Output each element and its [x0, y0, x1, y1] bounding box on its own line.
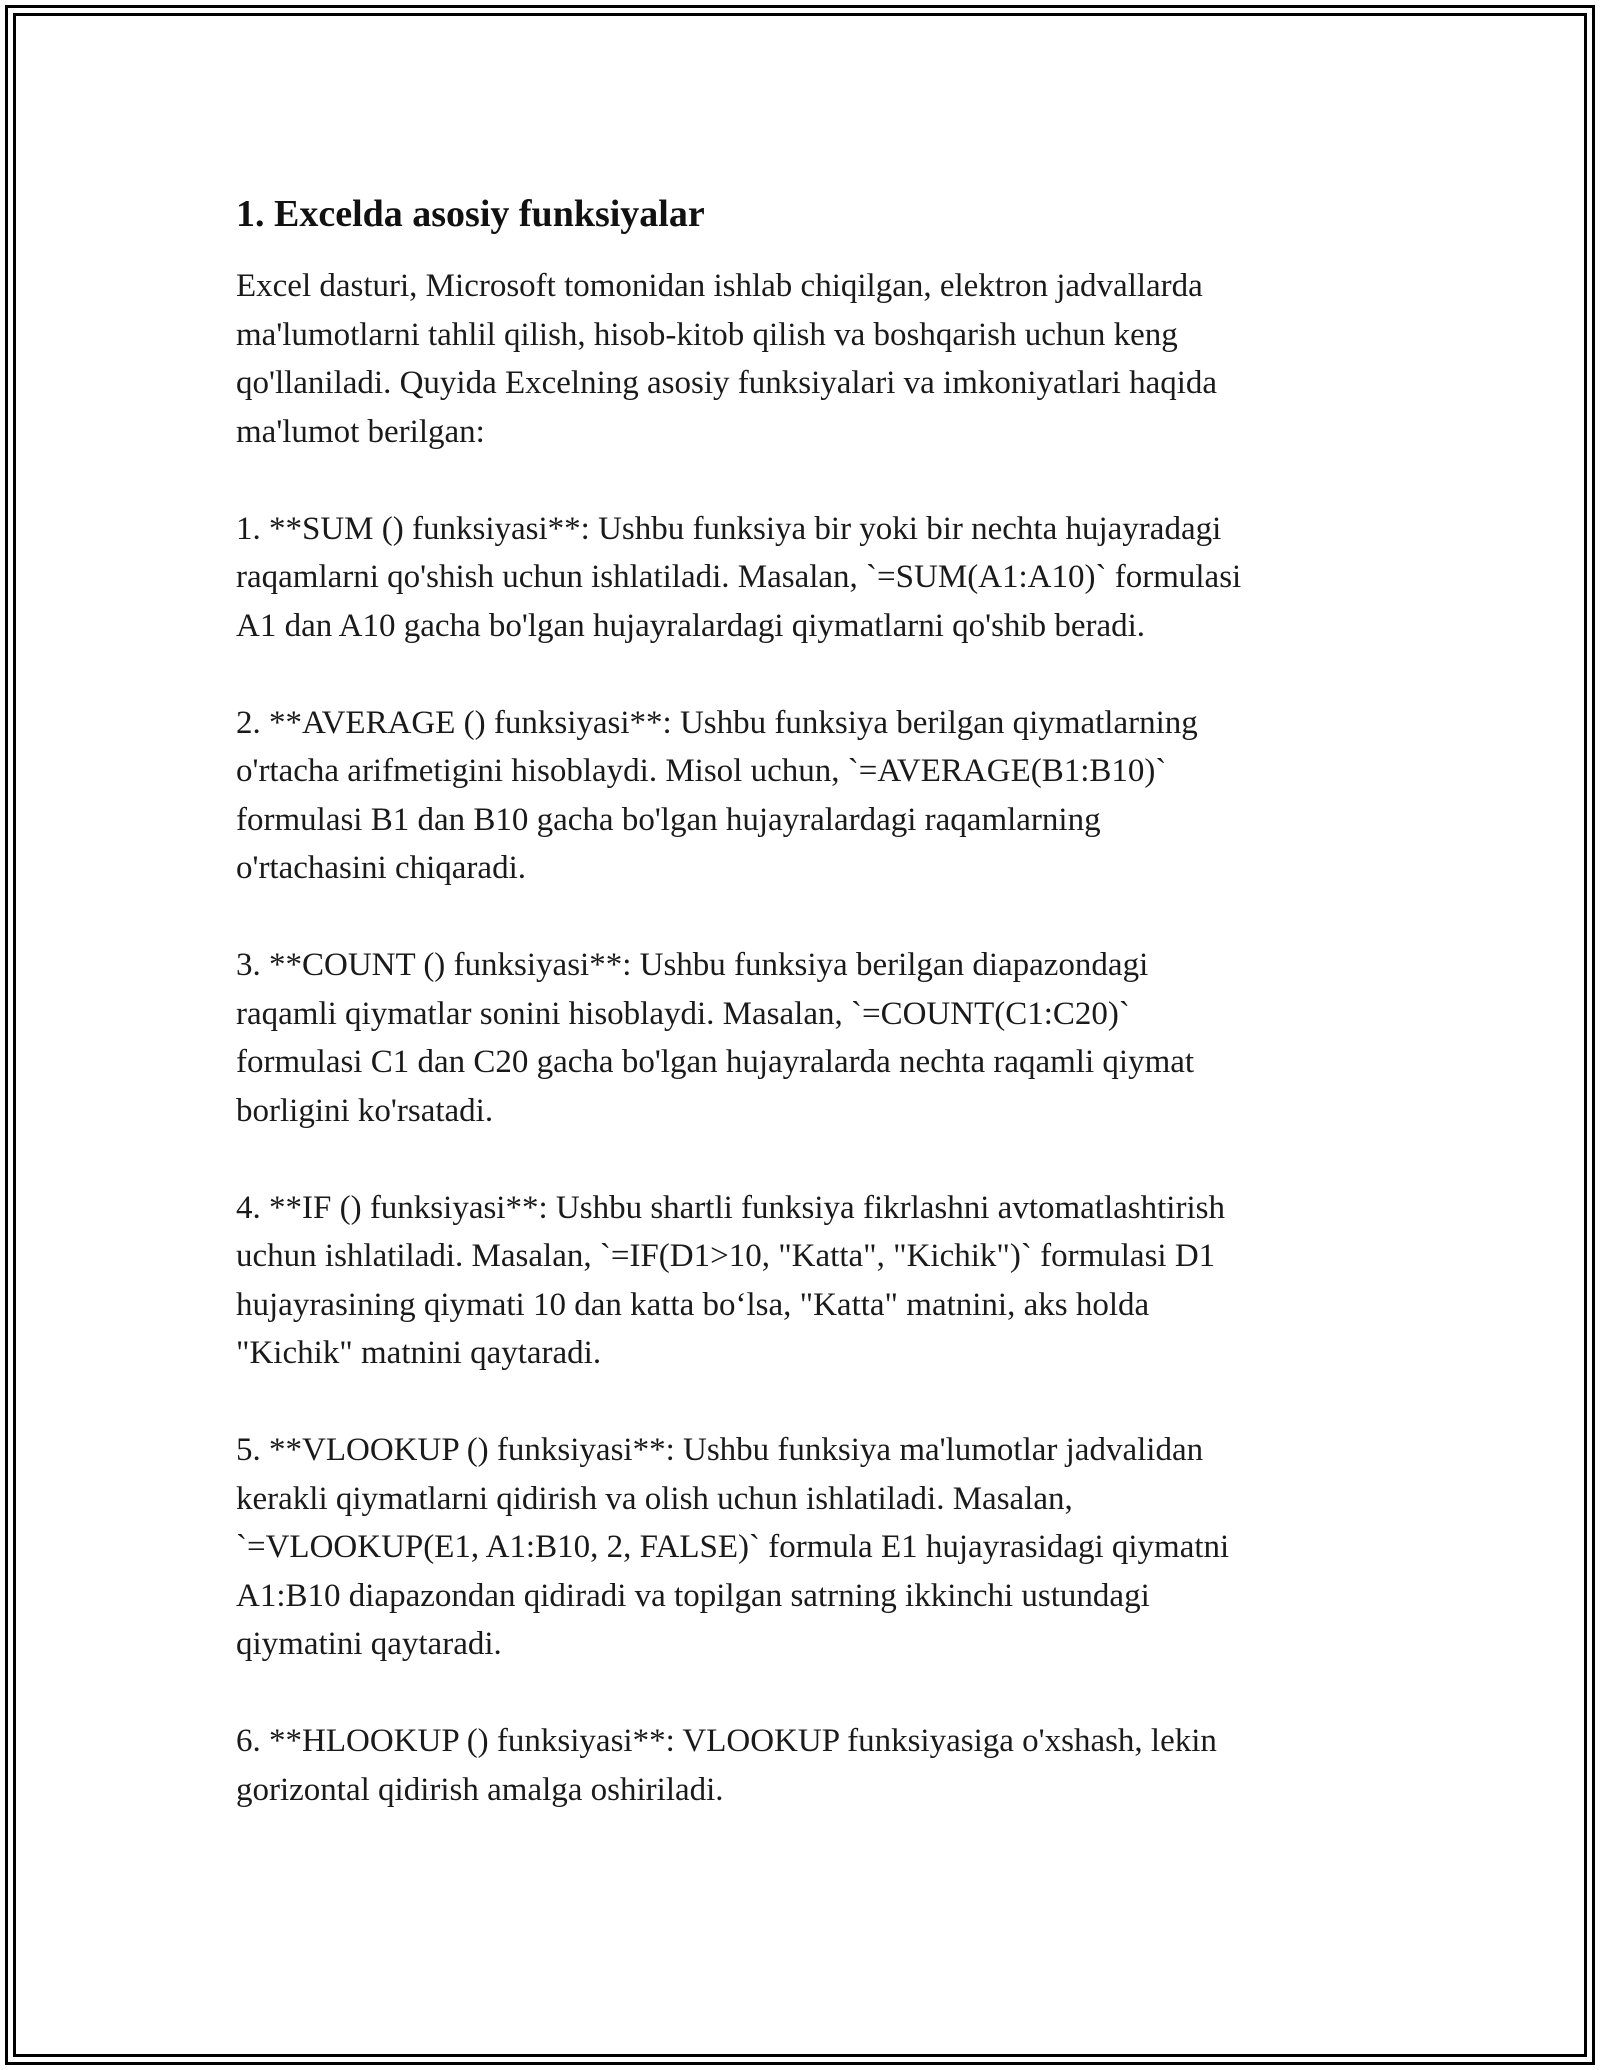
text-line: ma'lumotlarni tahlil qilish, hisob-kitob qilish va boshqarish uchun keng: [236, 316, 1178, 353]
average-function-paragraph: [236, 699, 1366, 893]
text-line: raqamlarni qo'shish uchun ishlatiladi. Masalan, `=SUM(A1:A10)` formulasi: [236, 559, 1242, 595]
text-line: gorizontal qidirish amalga oshiriladi.: [236, 1771, 724, 1808]
text-line: hujayrasining qiymati 10 dan katta bo‘lsa, "Katta" matnini, aks holda: [236, 1286, 1150, 1323]
text-line: raqamli qiymatlar sonini hisoblaydi. Masalan, `=COUNT(C1:C20)`: [236, 995, 1130, 1032]
text-line: ma'lumot berilgan:: [236, 413, 485, 450]
sum-function-paragraph: [236, 505, 1366, 651]
text-line: 5. **VLOOKUP () funksiyasi**: Ushbu funksiya ma'lumotlar jadvalidan: [236, 1432, 1204, 1468]
text-line: 4. **IF () funksiyasi**: Ushbu shartli funksiya fikrlashni avtomatlashtirish: [236, 1189, 1225, 1226]
text-line: kerakli qiymatlarni qidirish va olish uchun ishlatiladi. Masalan,: [236, 1480, 1073, 1517]
text-line: qiymatini qaytaradi.: [236, 1626, 502, 1662]
text-line: `=VLOOKUP(E1, A1:B10, 2, FALSE)` formula E1 hujayrasidagi qiymatni: [236, 1529, 1230, 1565]
text-line: formulasi C1 dan C20 gacha bo'lgan hujayralarda nechta raqamli qiymat: [236, 1044, 1195, 1080]
text-line: qo'llaniladi. Quyida Excelning asosiy funksiyalari va imkoniyatlari haqida: [236, 365, 1218, 401]
vlookup-function-paragraph: [236, 1426, 1366, 1669]
hlookup-function-paragraph: [236, 1717, 1366, 1814]
text-line: 6. **HLOOKUP () funksiyasi**: VLOOKUP funksiyasiga o'xshash, lekin: [236, 1723, 1217, 1759]
text-line: A1:B10 diapazondan qidiradi va topilgan satrning ikkinchi ustundagi: [236, 1577, 1150, 1614]
text-line: formulasi B1 dan B10 gacha bo'lgan hujayralardagi raqamlarning: [236, 801, 1101, 838]
document-body: [236, 186, 1366, 1863]
text-line: 1. **SUM () funksiyasi**: Ushbu funksiya bir yoki bir nechta hujayradagi: [236, 510, 1222, 547]
text-line: borligini ko'rsatadi.: [236, 1092, 494, 1129]
page-title: 1. Excelda asosiy funksiyalar: [236, 193, 705, 235]
text-line: A1 dan A10 gacha bo'lgan hujayralardagi qiymatlarni qo'shib beradi.: [236, 607, 1146, 644]
if-function-paragraph: [236, 1184, 1366, 1378]
text-line: o'rtacha arifmetigini hisoblaydi. Misol uchun, `=AVERAGE(B1:B10)`: [236, 753, 1167, 789]
text-line: 2. **AVERAGE () funksiyasi**: Ushbu funksiya berilgan qiymatlarning: [236, 704, 1198, 741]
text-line: uchun ishlatiladi. Masalan, `=IF(D1>10, "Katta", "Kichik")` formulasi D1: [236, 1238, 1216, 1274]
text-line: o'rtachasini chiqaradi.: [236, 850, 526, 886]
text-line: Excel dasturi, Microsoft tomonidan ishlab chiqilgan, elektron jadvallarda: [236, 268, 1203, 304]
count-function-paragraph: [236, 941, 1366, 1135]
text-line: "Kichik" matnini qaytaradi.: [236, 1335, 602, 1371]
intro-paragraph: [236, 262, 1366, 456]
text-line: 3. **COUNT () funksiyasi**: Ushbu funksiya berilgan diapazondagi: [236, 947, 1149, 983]
